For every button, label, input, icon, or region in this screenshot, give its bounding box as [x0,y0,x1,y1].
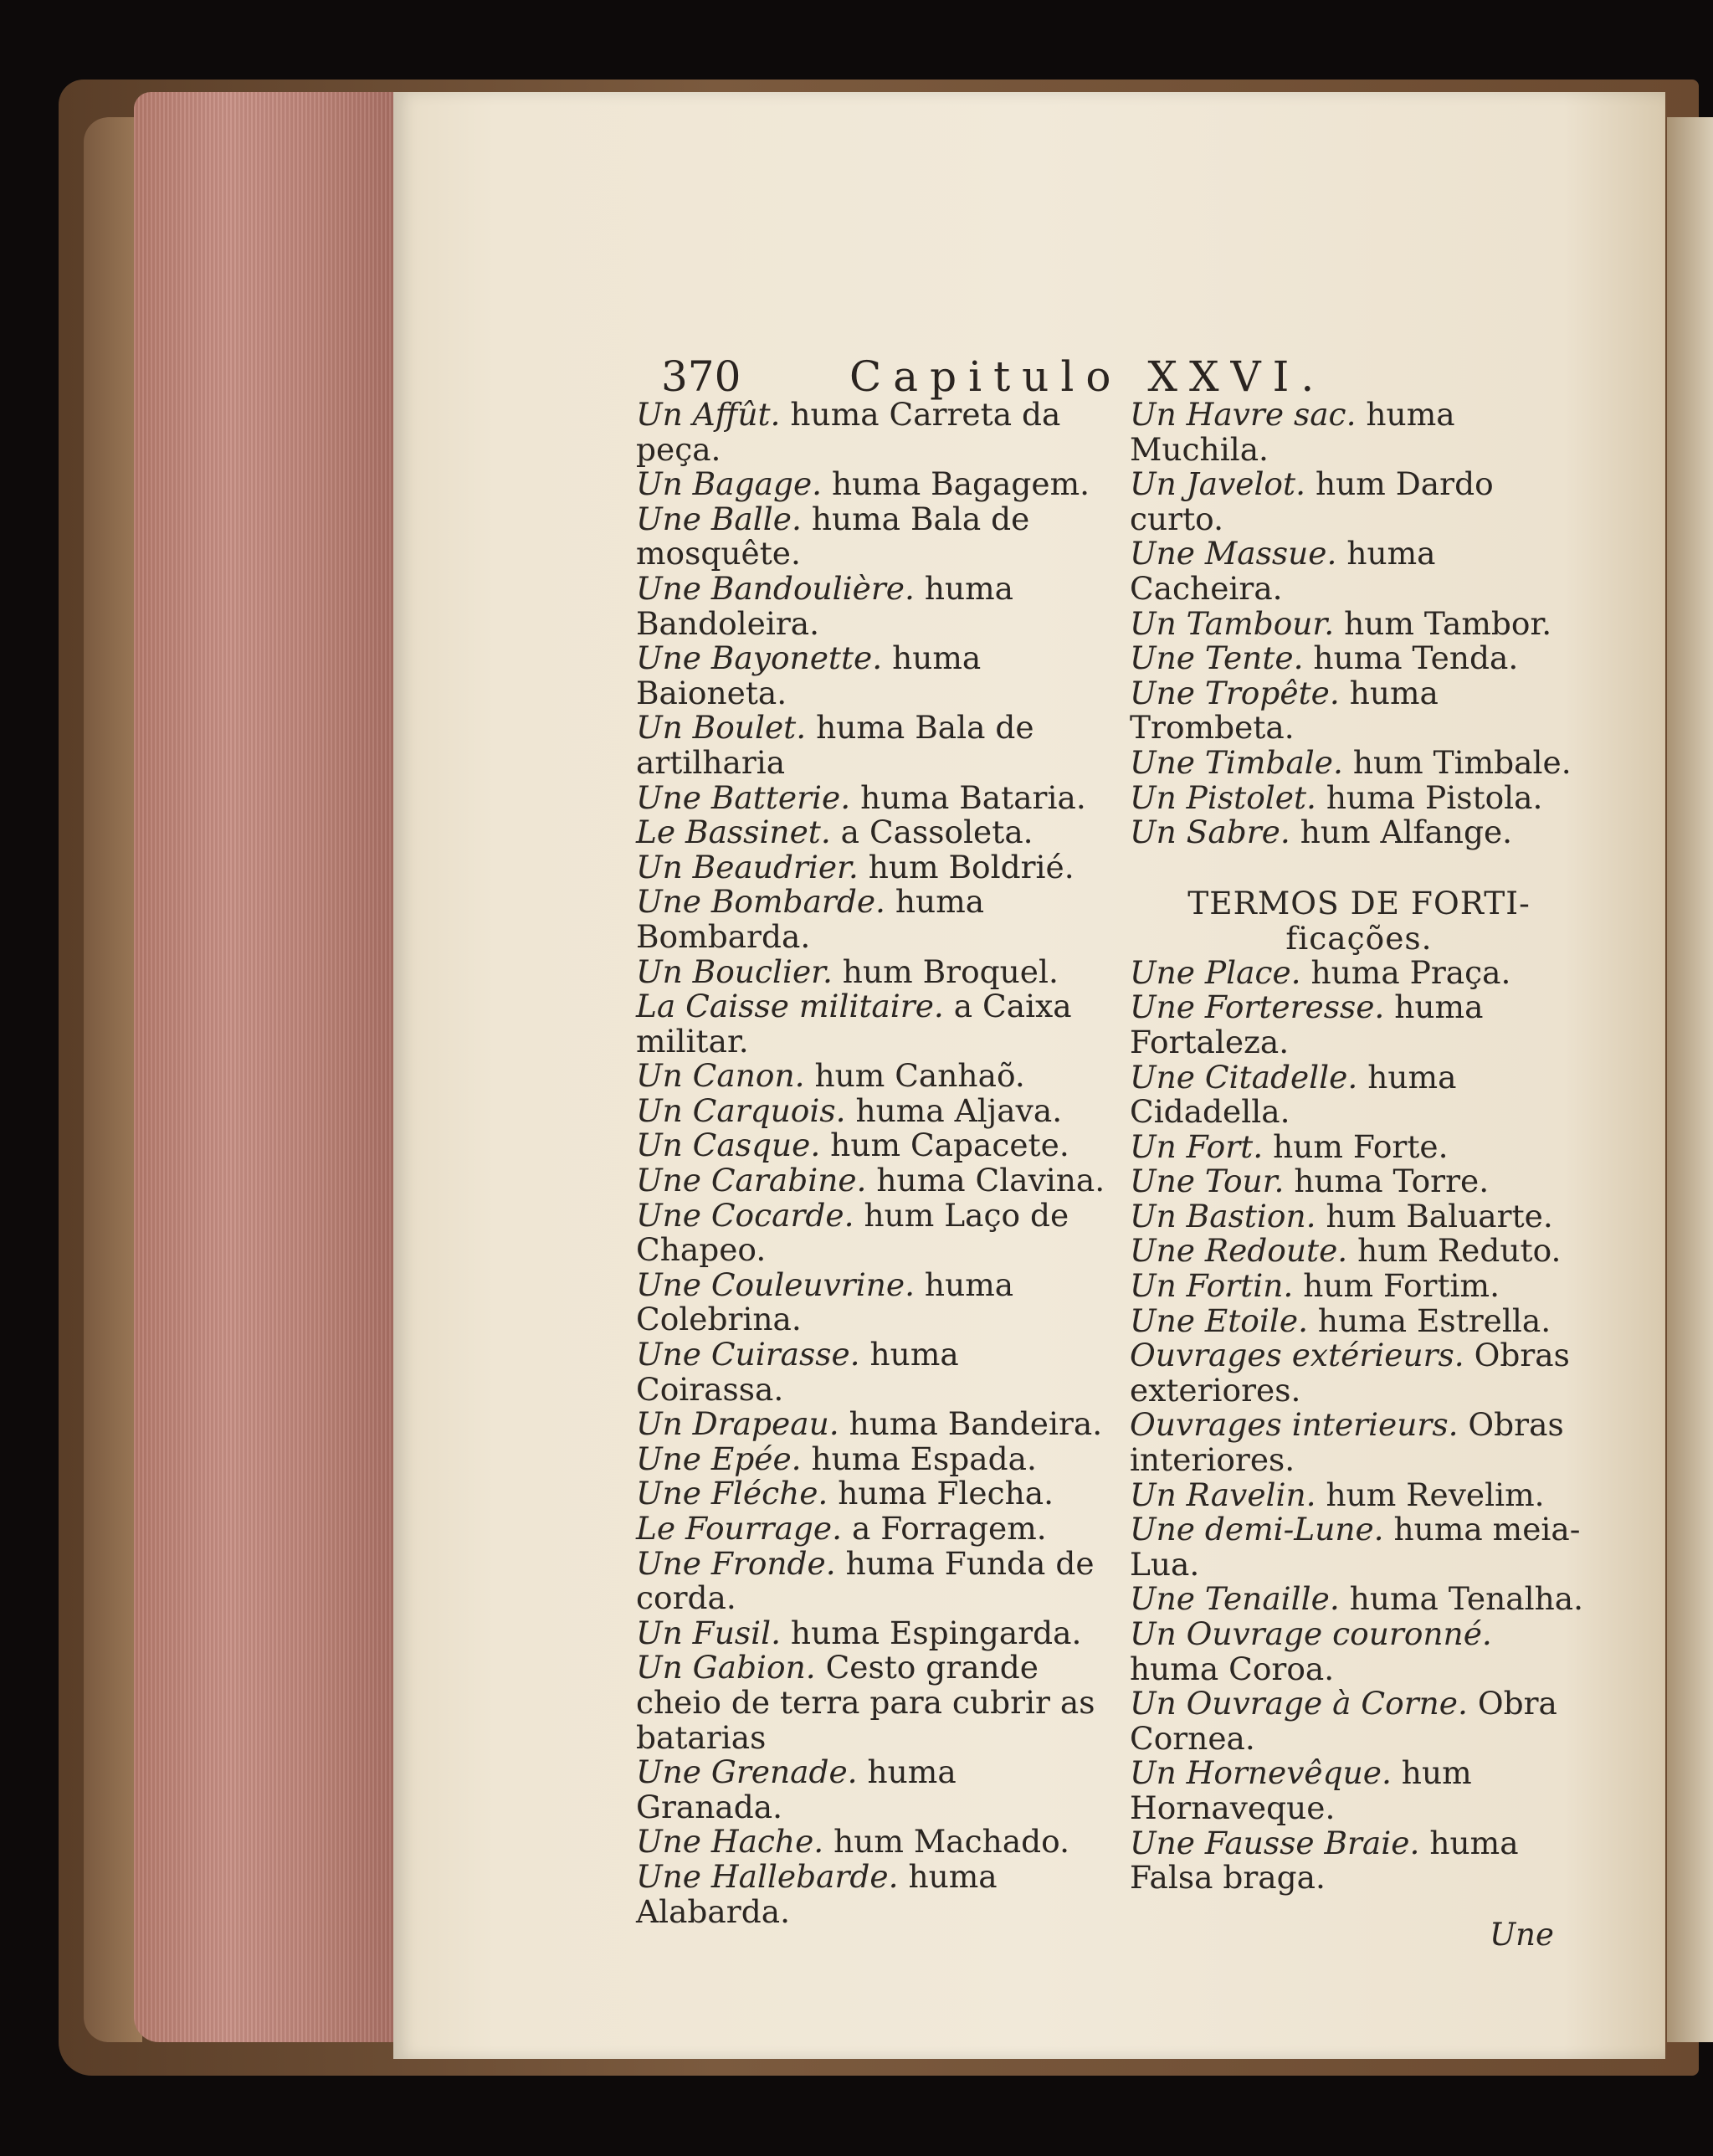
portuguese-translation: hum Boldrié. [868,848,1074,886]
dictionary-entry [1130,604,1588,642]
french-term: Une Redoute. [1130,1232,1348,1270]
book-page [393,92,1665,2059]
dictionary-entry [636,989,1111,1059]
french-term: Une Tour. [1130,1163,1285,1200]
french-term: Une Tente. [1130,639,1304,677]
portuguese-translation: hum Laço de Chapeo. [636,1196,1069,1269]
portuguese-translation: huma Colebrina. [636,1265,1014,1338]
portuguese-translation: huma Espingarda. [790,1614,1082,1651]
french-term: Un Ravelin. [1130,1476,1316,1513]
dictionary-entry [1130,467,1588,536]
dictionary-entry [1130,398,1588,467]
dictionary-entry [1130,1060,1588,1130]
french-term: Un Carquois. [636,1091,846,1129]
french-term: Une Cocarde. [636,1196,854,1234]
french-term: Une Tropête. [1130,674,1340,711]
french-term: Un Bouclier. [636,952,833,990]
dictionary-entry [636,1650,1111,1755]
dictionary-entry [1130,1199,1588,1235]
dictionary-entry [1130,743,1588,781]
dictionary-entry [1130,953,1588,991]
dictionary-entry [1130,536,1588,606]
portuguese-translation: hum Timbale. [1352,743,1572,781]
dictionary-entry [1130,1269,1588,1304]
dictionary-entry [1130,1582,1588,1617]
portuguese-translation: huma Aljava. [855,1091,1063,1129]
portuguese-translation: huma Trombeta. [1130,674,1439,747]
french-term: Un Sabre. [1130,814,1290,851]
dictionary-entry [1130,1301,1588,1339]
dictionary-entry [1130,815,1588,850]
dictionary-entry [1130,1338,1588,1408]
portuguese-translation: hum Alfange. [1300,814,1513,851]
portuguese-translation: Obras interiores. [1130,1406,1564,1479]
french-term: Une Fausse Braie. [1130,1824,1420,1861]
french-term: Une Batterie. [636,778,851,816]
french-term: Ouvrages extérieurs. [1130,1337,1464,1374]
dictionary-entry [636,569,1111,642]
french-term: Une Place. [1130,953,1301,991]
left-column [636,398,1111,1929]
french-term: Une Bombarde. [636,883,885,921]
dictionary-entry [636,1616,1111,1651]
portuguese-translation: hum Reduto. [1357,1232,1562,1270]
portuguese-translation: huma Bombarda. [636,883,985,955]
weapons-list-continued [1130,398,1588,850]
portuguese-translation: huma Cacheira. [1130,535,1436,607]
french-term: Une Timbale. [1130,743,1343,781]
french-term: Une Forteresse. [1130,988,1385,1026]
section-title-line1: TERMOS DE FORTI- [1187,884,1531,921]
portuguese-translation: Cesto grande cheio de terra para cubrir as batarias [636,1649,1095,1756]
portuguese-translation: a Caixa militar. [636,988,1072,1060]
dictionary-entry [1130,778,1588,816]
french-term: Le Bassinet. [636,814,831,851]
portuguese-translation: hum Tambor. [1344,604,1552,642]
portuguese-translation: a Forragem. [851,1510,1047,1547]
portuguese-translation: huma Alabarda. [636,1857,998,1930]
french-term: Le Fourrage. [636,1510,843,1547]
dictionary-entry [636,1163,1111,1199]
portuguese-translation: huma Bala de artilharia [636,709,1034,781]
dictionary-entry [1130,990,1588,1060]
french-term: Une Carabine. [636,1162,867,1199]
french-term: Une Citadelle. [1130,1058,1358,1096]
portuguese-translation: huma Flecha. [838,1475,1054,1512]
french-term: Un Fortin. [1130,1267,1294,1305]
french-term: Une Grenade. [636,1753,858,1791]
dictionary-entry [636,1091,1111,1129]
french-term: Un Casque. [636,1127,821,1164]
french-term: Un Havre sac. [1130,396,1357,433]
section-title [1130,886,1588,956]
portuguese-translation: hum Baluarte. [1326,1197,1553,1235]
fortification-terms-list [1130,953,1588,1897]
page-edges [134,92,402,2042]
dictionary-entry [636,1476,1111,1512]
portuguese-translation: hum Dardo curto. [1130,465,1494,537]
right-column [1130,398,1588,1896]
portuguese-translation: huma Fortaleza. [1130,988,1484,1060]
french-term: La Caisse militaire. [636,988,944,1025]
french-term: Un Beaudrier. [636,848,859,886]
dictionary-entry [636,1512,1111,1547]
dictionary-entry [636,1128,1111,1163]
portuguese-translation: huma Bataria. [860,778,1086,816]
portuguese-translation: huma Coirassa. [636,1336,959,1408]
french-term: Une Bayonette. [636,639,883,677]
portuguese-translation: huma Carreta da peça. [636,396,1061,468]
french-term: Une Cuirasse. [636,1336,860,1373]
dictionary-entry [1130,641,1588,676]
french-term: Un Drapeau. [636,1405,839,1443]
portuguese-translation: huma Estrella. [1317,1301,1551,1339]
portuguese-translation: Obras exteriores. [1130,1337,1570,1409]
dictionary-entry [636,1857,1111,1930]
dictionary-entry [636,1407,1111,1442]
portuguese-translation: huma Bala de mosquête. [636,500,1030,572]
portuguese-translation: Obra Cornea. [1130,1685,1557,1757]
portuguese-translation: huma Baioneta. [636,639,982,711]
portuguese-translation: huma Pistola. [1326,778,1543,816]
dictionary-entry [636,1544,1111,1617]
portuguese-translation: hum Machado. [833,1823,1070,1861]
section-title-line2: ficações. [1285,919,1433,957]
portuguese-translation: hum Broquel. [842,952,1059,990]
french-term: Un Bastion. [1130,1197,1316,1235]
french-term: Un Pistolet. [1130,778,1316,816]
dictionary-entry [636,1337,1111,1407]
french-term: Une Hache. [636,1823,824,1861]
dictionary-entry [1130,1512,1588,1582]
dictionary-entry [636,502,1111,572]
portuguese-translation: huma Muchila. [1130,396,1455,468]
dictionary-entry [1130,1408,1588,1477]
portuguese-translation: huma Granada. [636,1753,957,1825]
portuguese-translation: hum Capacete. [830,1127,1069,1164]
dictionary-entry [636,885,1111,954]
dictionary-entry [636,952,1111,990]
french-term: Un Fusil. [636,1614,781,1651]
french-term: Un Javelot. [1130,465,1306,503]
dictionary-entry [1130,1164,1588,1199]
french-term: Un Ouvrage à Corne. [1130,1685,1468,1722]
french-term: Un Canon. [636,1057,805,1095]
dictionary-entry [636,1196,1111,1269]
french-term: Une Fléche. [636,1475,828,1512]
portuguese-translation: hum Forte. [1273,1127,1449,1165]
dictionary-entry [1130,1617,1588,1686]
portuguese-translation: huma Praça. [1310,953,1511,991]
dictionary-entry [636,1755,1111,1825]
dictionary-entry [636,1442,1111,1477]
dictionary-entry [636,1265,1111,1338]
dictionary-entry [636,1825,1111,1860]
dictionary-entry [1130,1686,1588,1756]
running-head: Capitulo XXVI. [849,352,1326,401]
portuguese-translation: huma Falsa braga. [1130,1824,1519,1897]
page-number: 370 [661,352,741,401]
dictionary-entry [636,850,1111,886]
portuguese-translation: huma Coroa. [1130,1650,1335,1687]
french-term: Un Gabion. [636,1649,816,1686]
portuguese-translation: huma Clavina. [876,1162,1105,1199]
french-term: Un Tambour. [1130,604,1335,642]
french-term: Une Massue. [1130,535,1337,572]
portuguese-translation: huma Bagagem. [832,465,1090,503]
portuguese-translation: huma Espada. [811,1440,1037,1477]
dictionary-entry [636,641,1111,711]
french-term: Un Boulet. [636,709,807,747]
french-term: Un Hornevêque. [1130,1754,1392,1792]
dictionary-entry [636,815,1111,850]
dictionary-entry [636,711,1111,780]
french-term: Une Hallebarde. [636,1857,899,1895]
french-term: Une demi-Lune. [1130,1511,1384,1548]
dictionary-entry [1130,1234,1588,1269]
dictionary-entry [636,1059,1111,1094]
portuguese-translation: huma Torre. [1294,1163,1490,1200]
portuguese-translation: huma meia-Lua. [1130,1511,1581,1583]
portuguese-translation: huma Tenda. [1313,639,1519,677]
french-term: Un Fort. [1130,1127,1264,1165]
portuguese-translation: a Cassoleta. [840,814,1033,851]
dictionary-entry [636,467,1111,502]
portuguese-translation: huma Bandoleira. [636,569,1014,642]
portuguese-translation: huma Bandeira. [849,1405,1103,1443]
catchword: Une [1490,1917,1554,1953]
french-term: Une Fronde. [636,1544,836,1582]
dictionary-entry [1130,1127,1588,1165]
portuguese-translation: huma Tenalha. [1349,1580,1584,1618]
dictionary-entry [1130,1826,1588,1896]
dictionary-entry [636,398,1111,467]
french-term: Un Affût. [636,396,781,433]
french-term: Ouvrages interieurs. [1130,1406,1459,1444]
french-term: Une Couleuvrine. [636,1265,915,1303]
french-term: Une Bandoulière. [636,569,915,607]
portuguese-translation: huma Cidadella. [1130,1058,1457,1131]
portuguese-translation: hum Fortim. [1303,1267,1500,1305]
portuguese-translation: huma Funda de corda. [636,1544,1095,1617]
french-term: Une Etoile. [1130,1301,1308,1339]
facing-page-edge [1667,117,1713,2042]
portuguese-translation: hum Canhaõ. [814,1057,1025,1095]
french-term: Une Tenaille. [1130,1580,1340,1618]
french-term: Une Balle. [636,500,802,537]
french-term: Un Ouvrage couronné. [1130,1615,1492,1652]
french-term: Une Epée. [636,1440,802,1477]
dictionary-entry [1130,1756,1588,1825]
french-term: Un Bagage. [636,465,823,503]
dictionary-entry [1130,1478,1588,1513]
dictionary-entry [1130,676,1588,746]
dictionary-entry [636,778,1111,816]
portuguese-translation: hum Revelim. [1326,1476,1545,1513]
portuguese-translation: hum Hornaveque. [1130,1754,1472,1826]
